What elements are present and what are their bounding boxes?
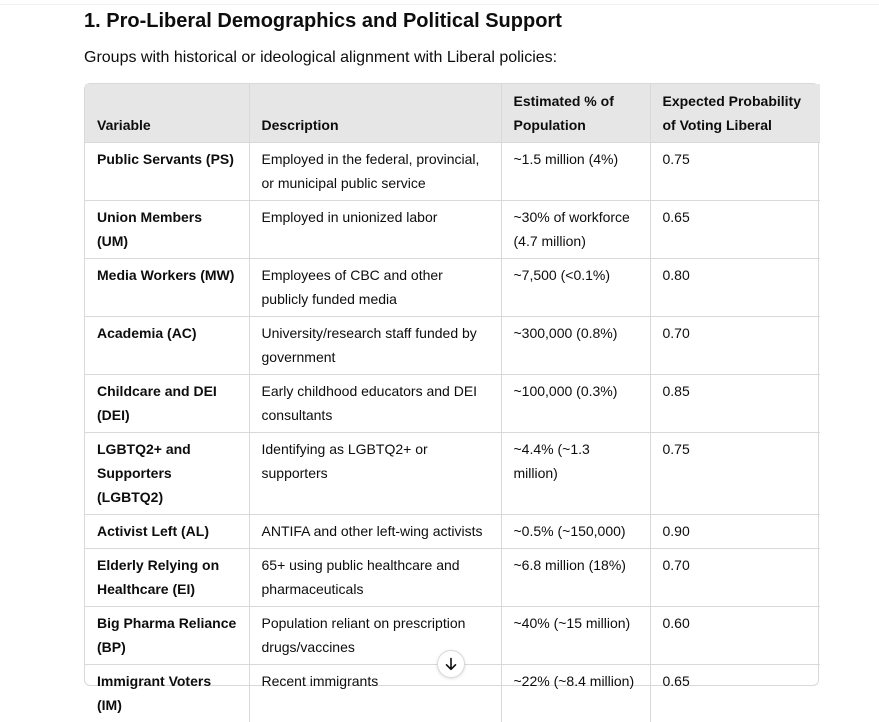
- cell-variable: Activist Left (AL): [85, 515, 249, 549]
- cell-description: 65+ using public healthcare and pharmaceuticals: [249, 549, 501, 607]
- cell-description: ANTIFA and other left-wing activists: [249, 515, 501, 549]
- arrow-down-icon: [444, 657, 458, 671]
- section-heading: 1. Pro-Liberal Demographics and Political Support: [84, 7, 562, 35]
- cell-population: ~40% (~15 million): [501, 607, 650, 665]
- cell-description: University/research staff funded by government: [249, 317, 501, 375]
- section-intro: Groups with historical or ideological alignment with Liberal policies:: [84, 46, 557, 70]
- cell-population: ~30% of workforce (4.7 million): [501, 201, 650, 259]
- cell-population: ~300,000 (0.8%): [501, 317, 650, 375]
- cell-description: Employed in the federal, provincial, or municipal public service: [249, 143, 501, 201]
- cell-population: ~7,500 (<0.1%): [501, 259, 650, 317]
- cell-variable: Immigrant Voters (IM): [85, 665, 249, 722]
- cell-variable: Elderly Relying on Healthcare (EI): [85, 549, 249, 607]
- cell-probability: 0.90: [650, 515, 820, 549]
- column-header-probability: Expected Probability of Voting Liberal: [650, 84, 820, 143]
- column-header-variable: Variable: [85, 84, 249, 143]
- cell-population: ~1.5 million (4%): [501, 143, 650, 201]
- scroll-to-bottom-button[interactable]: [437, 650, 465, 678]
- cell-variable: Big Pharma Reliance (BP): [85, 607, 249, 665]
- cell-description: Employees of CBC and other publicly funded media: [249, 259, 501, 317]
- demographics-table-container: [84, 83, 819, 686]
- cell-variable: Childcare and DEI (DEI): [85, 375, 249, 433]
- cell-description: Employed in unionized labor: [249, 201, 501, 259]
- table-header-row: [85, 84, 820, 143]
- cell-probability: 0.65: [650, 665, 820, 722]
- cell-probability: 0.70: [650, 317, 820, 375]
- cell-population: ~6.8 million (18%): [501, 549, 650, 607]
- column-header-description: Description: [249, 84, 501, 143]
- cell-variable: Union Members (UM): [85, 201, 249, 259]
- table-row: [85, 433, 820, 515]
- cell-population: ~22% (~8.4 million): [501, 665, 650, 722]
- cell-probability: 0.75: [650, 143, 820, 201]
- table-row: [85, 259, 820, 317]
- cell-description: Population reliant on prescription drugs/vaccines: [249, 607, 501, 665]
- table-row: [85, 549, 820, 607]
- cell-probability: 0.70: [650, 549, 820, 607]
- cell-variable: LGBTQ2+ and Supporters (LGBTQ2): [85, 433, 249, 515]
- table-row: [85, 317, 820, 375]
- cell-population: ~4.4% (~1.3 million): [501, 433, 650, 515]
- divider: [0, 4, 879, 5]
- cell-description: Recent immigrants: [249, 665, 501, 722]
- column-header-population: Estimated % of Population: [501, 84, 650, 143]
- cell-variable: Media Workers (MW): [85, 259, 249, 317]
- cell-probability: 0.65: [650, 201, 820, 259]
- cell-probability: 0.75: [650, 433, 820, 515]
- cell-probability: 0.85: [650, 375, 820, 433]
- cell-description: Identifying as LGBTQ2+ or supporters: [249, 433, 501, 515]
- cell-population: ~100,000 (0.3%): [501, 375, 650, 433]
- table-row: [85, 375, 820, 433]
- cell-population: ~0.5% (~150,000): [501, 515, 650, 549]
- cell-probability: 0.80: [650, 259, 820, 317]
- table-row: [85, 201, 820, 259]
- cell-variable: Academia (AC): [85, 317, 249, 375]
- demographics-table: [85, 84, 820, 722]
- cell-probability: 0.60: [650, 607, 820, 665]
- cell-description: Early childhood educators and DEI consultants: [249, 375, 501, 433]
- table-row: [85, 515, 820, 549]
- cell-variable: Public Servants (PS): [85, 143, 249, 201]
- table-row: [85, 143, 820, 201]
